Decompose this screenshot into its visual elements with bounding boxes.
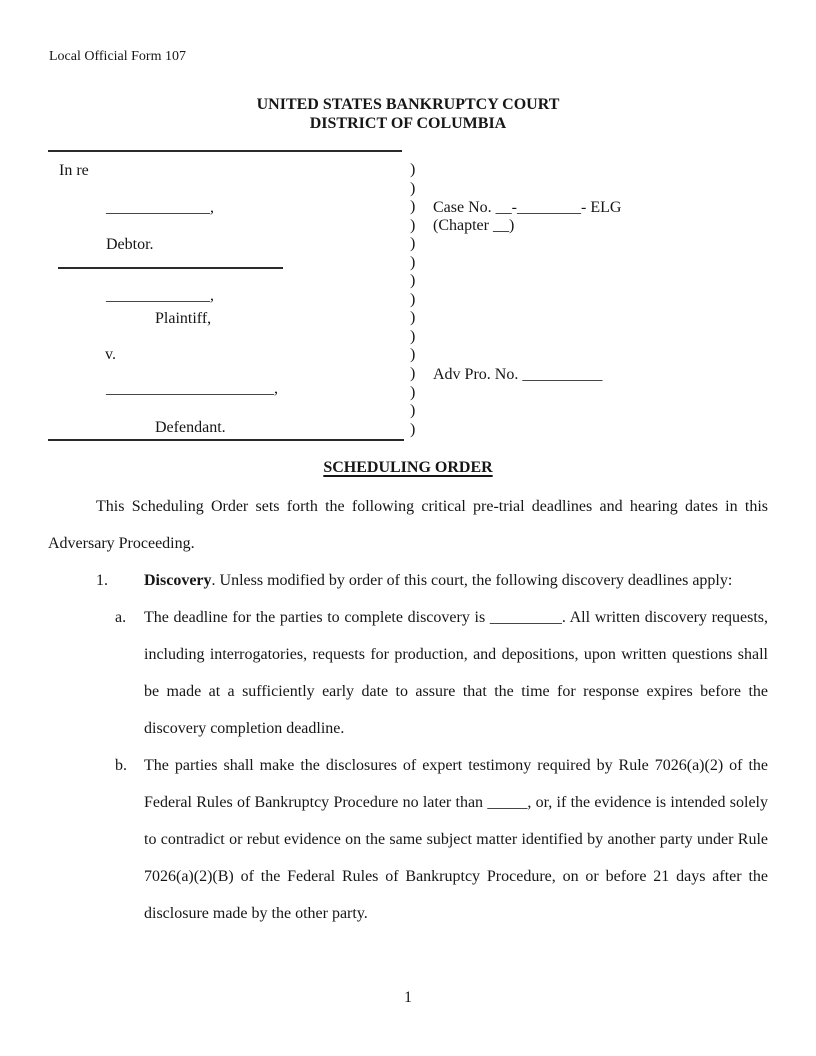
caption-paren: ): [410, 161, 416, 178]
caption-rule-top: [48, 150, 402, 152]
plaintiff-name-blank: _____________,: [106, 287, 214, 304]
caption-paren-column: [410, 161, 415, 439]
order-item-1: [96, 562, 768, 599]
caption-paren: ): [410, 309, 416, 327]
order-item-1a: [48, 599, 768, 747]
order-title: SCHEDULING ORDER: [323, 459, 493, 476]
debtor-label: Debtor.: [106, 236, 154, 253]
caption-paren: ): [410, 216, 416, 234]
caption-paren: ): [410, 179, 416, 197]
form-number: Local Official Form 107: [49, 49, 186, 64]
chapter-field: (Chapter __): [433, 217, 515, 234]
item-number: 1.: [96, 572, 108, 589]
order-body: [48, 458, 768, 932]
caption-paren: ): [410, 253, 416, 271]
caption-paren: ): [410, 365, 416, 383]
defendant-label: Defendant.: [155, 419, 226, 436]
intro-paragraph: This Scheduling Order sets forth the following critical pre-trial deadlines and hearing dates in this Adversary Proceeding.: [48, 498, 768, 552]
subitem-letter: a.: [115, 609, 127, 626]
versus-label: v.: [105, 346, 116, 363]
page-number: 1: [404, 989, 412, 1006]
caption-paren: ): [410, 420, 416, 438]
defendant-name-blank: _____________________,: [106, 380, 278, 397]
caption-paren: ): [410, 402, 416, 420]
subitem-letter: b.: [115, 757, 127, 774]
adversary-proceeding-number-field: Adv Pro. No. __________: [433, 366, 603, 383]
caption-paren: ): [410, 290, 416, 308]
caption-paren: ): [410, 346, 416, 364]
plaintiff-label: Plaintiff,: [155, 310, 212, 327]
caption-rule-bottom: [48, 439, 404, 441]
subitem-text: The parties shall make the disclosures of expert testimony required by Rule 7026(a)(2) of the Federal Rules of Bankruptcy Procedure no later than _____, or, if the evidence is intended solely to contradict or rebut evidence on the same subject matter identified by another party under Rule 7026(a)(2)(B) of the Federal Rules of Bankruptcy Procedure, on or before 21 days after the disclosure made by the other party.: [144, 757, 768, 922]
caption-paren: ): [410, 272, 416, 290]
caption-rule-mid: [58, 267, 283, 269]
caption-paren: ): [410, 198, 416, 216]
subitem-text: The deadline for the parties to complete discovery is _________. All written discovery requests, including interrogatories, requests for production, and depositions, upon written questions shall be made at a sufficiently early date to assure that the time for response expires before the discovery completion deadline.: [144, 609, 768, 737]
item-heading: Discovery: [144, 572, 212, 589]
caption-in-re: In re: [59, 162, 89, 179]
court-district: DISTRICT OF COLUMBIA: [309, 115, 507, 132]
court-name: UNITED STATES BANKRUPTCY COURT: [256, 96, 560, 113]
caption-paren: ): [410, 327, 416, 345]
court-header: [0, 95, 816, 133]
caption-paren: ): [410, 235, 416, 253]
order-item-1b: [48, 747, 768, 932]
caption-paren: ): [410, 383, 416, 401]
debtor-name-blank: _____________,: [106, 199, 214, 216]
item-heading-text: . Unless modified by order of this court, the following discovery deadlines apply:: [211, 572, 733, 589]
case-number-field: Case No. __-________- ELG: [433, 199, 622, 216]
